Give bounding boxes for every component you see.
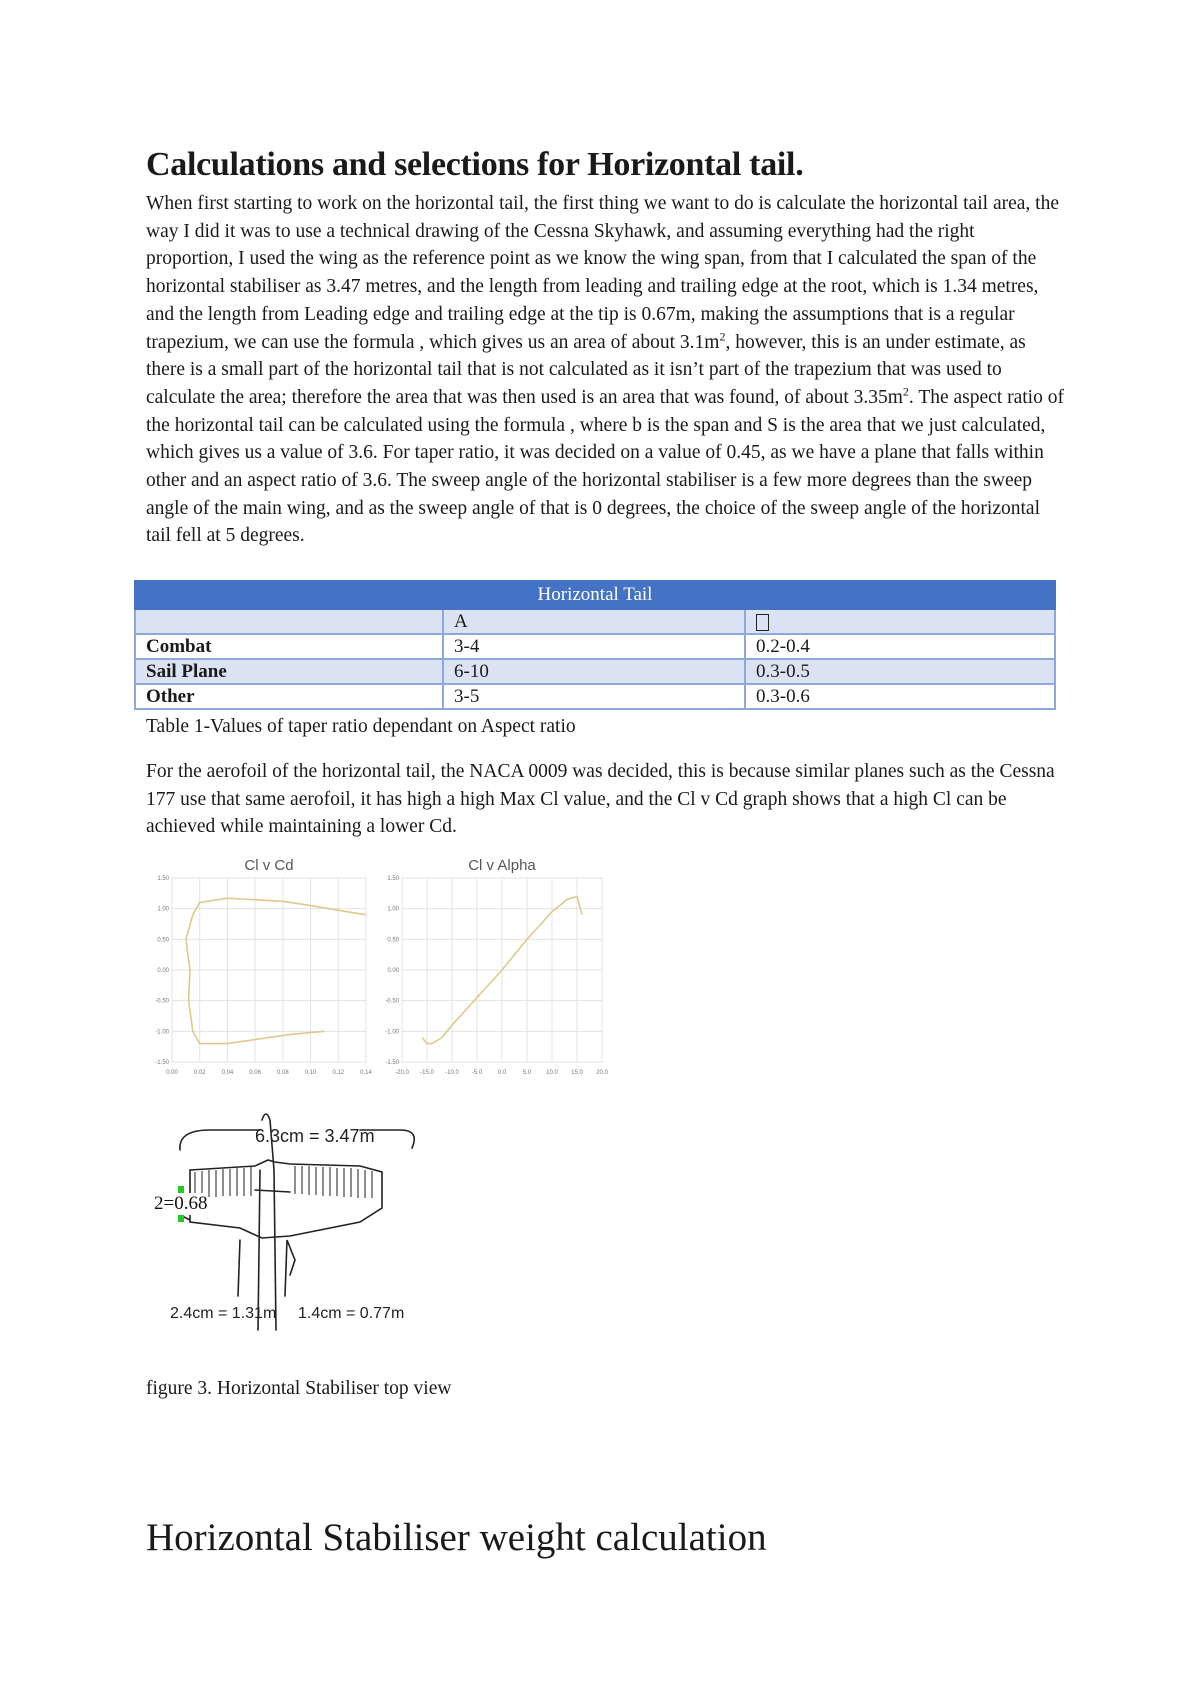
table-header-row (135, 609, 1055, 634)
cell-taper-ratio: 0.2-0.4 (745, 634, 1055, 659)
sketch-label-root: 2.4cm = 1.31m (170, 1305, 277, 1322)
x-tick-label: 15.0 (571, 1070, 583, 1076)
cell-taper-ratio: 0.3-0.6 (745, 684, 1055, 709)
x-tick-label: -20.0 (395, 1070, 409, 1076)
y-tick-label: 0.00 (157, 968, 169, 974)
cell-aspect-ratio: 6-10 (443, 659, 745, 684)
paragraph-tail-area (146, 190, 1066, 550)
figure-caption: figure 3. Horizontal Stabiliser top view (146, 1378, 452, 1399)
y-tick-label: -0.50 (155, 998, 169, 1005)
table-row (135, 659, 1055, 684)
x-tick-label: 0.06 (249, 1070, 261, 1076)
y-tick-label: 1.00 (387, 906, 399, 913)
paragraph-text: When first starting to work on the horizontal tail, the first thing we want to do is calculate the horizontal tail area, the way I did it was to use a technical drawing of the Cessna Skyhawk, and assuming everything had the right proportion, I used the wing as the reference point as we know the wing span, from that I calculated the span of the horizontal stabiliser as 3.47 metres, and the length from leading and trailing edge at the root, which is 1.34 metres, and the length from Leading edge and trailing edge at the tip is 0.67m, making the assumptions that is a regular trapezium, we can use the formula , which gives us an area of about 3.1m (146, 193, 1059, 353)
table-header-cell: A (443, 609, 745, 634)
fuselage-outline (258, 1114, 276, 1330)
y-tick-label: 1.50 (387, 876, 399, 882)
x-tick-label: -15.0 (420, 1070, 434, 1076)
x-tick-label: 5.0 (522, 1070, 532, 1076)
y-tick-label: -1.50 (385, 1060, 399, 1066)
y-tick-label: 0.50 (387, 937, 399, 944)
table-row (135, 684, 1055, 709)
hatching (295, 1166, 372, 1198)
y-tick-label: -1.00 (385, 1029, 399, 1036)
section-heading: Horizontal Stabiliser weight calculation (146, 1516, 767, 1559)
x-tick-label: 0.14 (360, 1070, 372, 1076)
table-header-cell-lambda (745, 609, 1055, 634)
x-tick-label: 10.0 (546, 1070, 558, 1076)
row-label: Sail Plane (135, 659, 443, 684)
horizontal-tail-table (134, 580, 1056, 710)
x-tick-label: 0.08 (277, 1070, 289, 1076)
sketch-label-span: 6.3cm = 3.47m (255, 1126, 375, 1146)
superscript: 2 (902, 384, 909, 399)
row-label: Other (135, 684, 443, 709)
horizontal-stabiliser-sketch (150, 1110, 480, 1340)
row-label: Combat (135, 634, 443, 659)
paragraph-aerofoil: For the aerofoil of the horizontal tail, the NACA 0009 was decided, this is because similar planes such as the Cessna 177 use that same aerofoil, it has high a high Max Cl value, and the Cl v Cd graph shows that a high Cl can be achieved while maintaining a lower Cd. (146, 761, 1055, 838)
y-tick-label: -1.00 (155, 1029, 169, 1036)
x-tick-label: 0.00 (166, 1070, 178, 1076)
missing-glyph-icon (756, 614, 769, 631)
y-tick-label: -1.50 (155, 1060, 169, 1066)
chart-title: Cl v Cd (244, 857, 294, 874)
cell-aspect-ratio: 3-4 (443, 634, 745, 659)
x-tick-label: 0.0 (497, 1070, 507, 1076)
x-tick-label: -10.0 (445, 1070, 459, 1076)
y-tick-label: 0.50 (157, 937, 169, 944)
y-tick-label: 1.50 (157, 876, 169, 882)
chart-cl-v-cd (144, 856, 370, 1082)
y-tick-label: 1.00 (157, 906, 169, 913)
stabiliser-outline (190, 1160, 382, 1238)
paragraph-text: . The aspect ratio of the horizontal tail can be calculated using the formula , where b is the span and S is the area that we just calculated, which gives us a value of 3.6. For taper ratio, it was decided on a value of 0.45, as we have a plane that falls within other and an aspect ratio of 3.6. The sweep angle of the horizontal stabiliser is a few more degrees than the sweep angle of the main wing, and as the sweep angle of that is 0 degrees, the choice of the sweep angle of the horizontal tail fell at 5 degrees. (146, 386, 1064, 547)
x-tick-label: 20.0 (596, 1070, 608, 1076)
cell-taper-ratio: 0.3-0.5 (745, 659, 1055, 684)
table-title: Horizontal Tail (135, 581, 1055, 609)
paragraph-text: , however, this is an under estimate, as there is a small part of the horizontal tail that is not calculated as it isn’t part of the trapezium that was used to calculate the area; therefore the area that was then used is an area that was found, of about 3.35m (146, 331, 1026, 408)
x-tick-label: 0.10 (304, 1070, 317, 1076)
sketch-dimension-line (180, 1130, 260, 1150)
chart-title: Cl v Alpha (468, 857, 536, 874)
x-tick-label: 0.04 (221, 1070, 234, 1076)
cell-aspect-ratio: 3-5 (443, 684, 745, 709)
sketch-overlay-label: 2=0.68 (154, 1193, 208, 1214)
y-tick-label: 0.00 (387, 968, 399, 974)
chart-svg (374, 856, 606, 1082)
x-tick-label: 0.02 (193, 1070, 206, 1076)
x-tick-label: -5.0 (471, 1070, 483, 1076)
table-caption: Table 1-Values of taper ratio dependant on Aspect ratio (146, 716, 576, 737)
y-tick-label: -0.50 (385, 998, 399, 1005)
table-row (135, 634, 1055, 659)
x-tick-label: 0.12 (332, 1070, 345, 1076)
page-title: Calculations and selections for Horizontal tail. (146, 146, 804, 183)
chart-cl-v-alpha (374, 856, 606, 1082)
sketch-label-tip: 1.4cm = 0.77m (298, 1305, 405, 1322)
leader-lines (238, 1240, 295, 1296)
superscript: 2 (719, 329, 726, 344)
chart-svg (144, 856, 370, 1082)
table-header-cell (135, 609, 443, 634)
